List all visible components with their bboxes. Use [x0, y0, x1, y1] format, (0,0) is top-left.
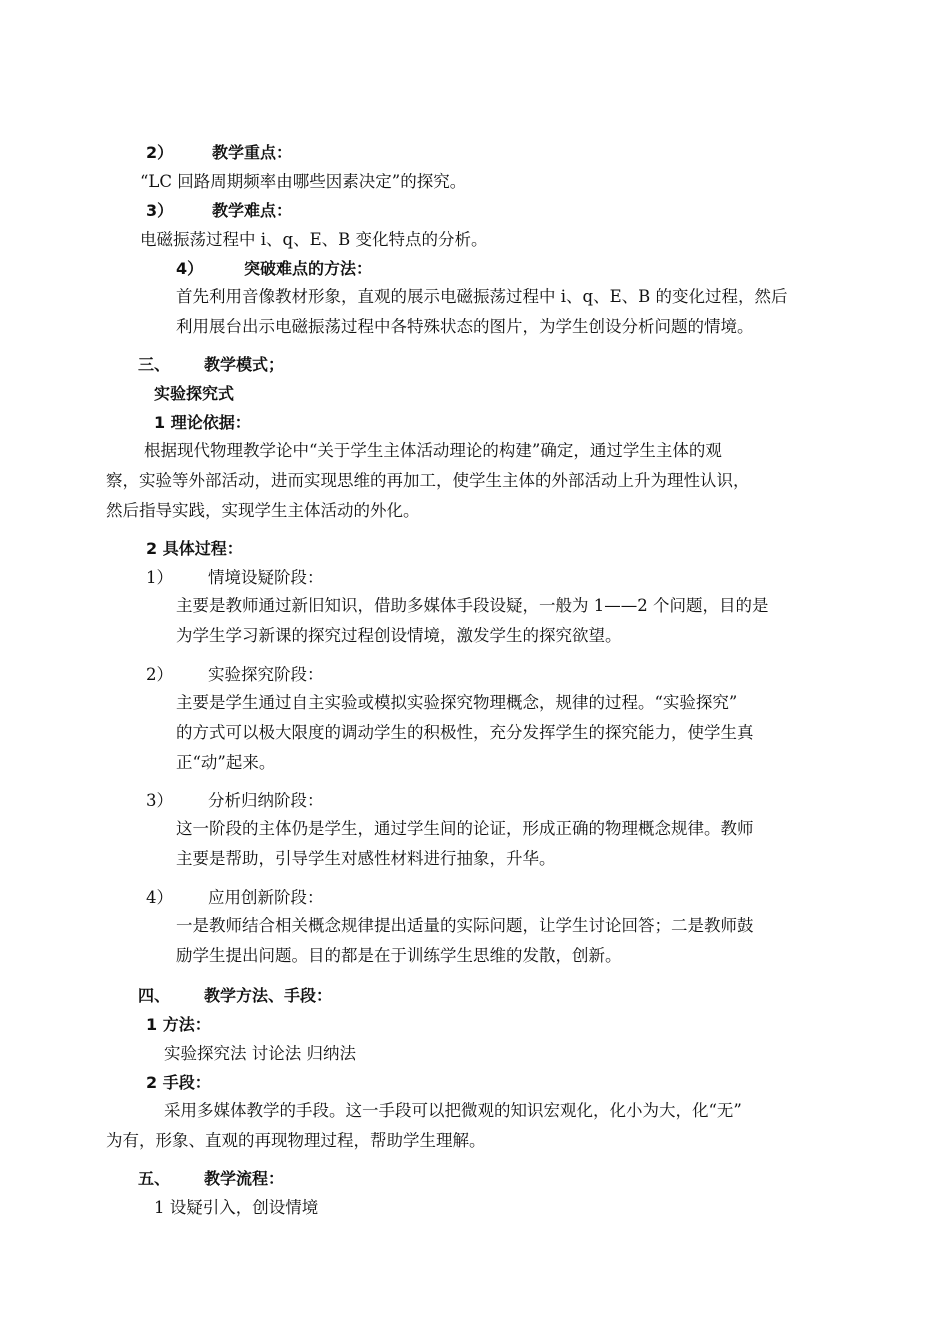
- item-number: 2）: [146, 143, 174, 162]
- stage-heading: 应用创新阶段：: [208, 888, 324, 907]
- paragraph: 主要是教师通过新旧知识，借助多媒体手段设疑，一般为 1——2 个问题，目的是 为学生学习新课的探究过程创设情境，激发学生的探究欲望。: [176, 596, 769, 645]
- item-number: 1）: [146, 568, 173, 587]
- subheading: 实验探究式: [154, 384, 235, 403]
- stage-heading: 分析归纳阶段：: [208, 791, 324, 810]
- item-number: 2）: [146, 665, 173, 684]
- subheading: 2 手段：: [146, 1073, 211, 1092]
- section-number: 三、: [138, 355, 171, 374]
- paragraph: 这一阶段的主体仍是学生，通过学生间的论证，形成正确的物理概念规律。教师 主要是帮助，引导学生对感性材料进行抽象，升华。: [176, 819, 754, 868]
- subheading-method: 突破难点的方法：: [244, 259, 373, 278]
- item-number: 3）: [146, 201, 174, 220]
- paragraph: 一是教师结合相关概念规律提出适量的实际问题，让学生讨论回答；二是教师鼓 励学生提出问题。目的都是在于训练学生思维的发散，创新。: [176, 916, 754, 965]
- stage-heading: 情境设疑阶段：: [208, 568, 324, 587]
- subheading: 1 理论依据：: [154, 413, 251, 432]
- item-number: 4）: [146, 888, 173, 907]
- subheading-teaching-difficulty: 教学难点：: [212, 201, 293, 220]
- section-heading: 教学模式；: [204, 355, 285, 374]
- paragraph: 根据现代物理教学论中“关于学生主体活动理论的构建”确定，通过学生主体的观 察，实验等外部活动，进而实现思维的再加工，使学生主体的外部活动上升为理性认识， 然后指导实践，实现学生主体活动的外化。: [106, 441, 750, 520]
- section-heading: 教学方法、手段：: [204, 986, 333, 1005]
- item-number: 4）: [176, 259, 204, 278]
- subheading-teaching-focus: 教学重点：: [212, 143, 293, 162]
- paragraph: 主要是学生通过自主实验或模拟实验探究物理概念，规律的过程。“实验探究” 的方式可以极大限度的调动学生的积极性，充分发挥学生的探究能力，使学生真 正“动”起来。: [176, 693, 754, 772]
- paragraph: 采用多媒体教学的手段。这一手段可以把微观的知识宏观化，化小为大，化“无” 为有，形象、直观的再现物理过程，帮助学生理解。: [106, 1101, 742, 1150]
- paragraph: 首先利用音像教材形象，直观的展示电磁振荡过程中 i、q、E、B 的变化过程，然后 利用展台出示电磁振荡过程中各特殊状态的图片，为学生创设分析问题的情境。: [176, 287, 788, 336]
- text-line: 实验探究法 讨论法 归纳法: [164, 1044, 356, 1063]
- section-heading: 教学流程：: [204, 1169, 285, 1188]
- stage-heading: 实验探究阶段：: [208, 665, 324, 684]
- subheading: 2 具体过程：: [146, 539, 243, 558]
- text-line: 1 设疑引入，创设情境: [154, 1198, 319, 1217]
- text-line: 电磁振荡过程中 i、q、E、B 变化特点的分析。: [140, 230, 488, 249]
- text-line: “LC 回路周期频率由哪些因素决定”的探究。: [140, 172, 467, 191]
- subheading: 1 方法：: [146, 1015, 211, 1034]
- section-number: 五、: [138, 1169, 171, 1188]
- section-number: 四、: [138, 986, 171, 1005]
- item-number: 3）: [146, 791, 173, 810]
